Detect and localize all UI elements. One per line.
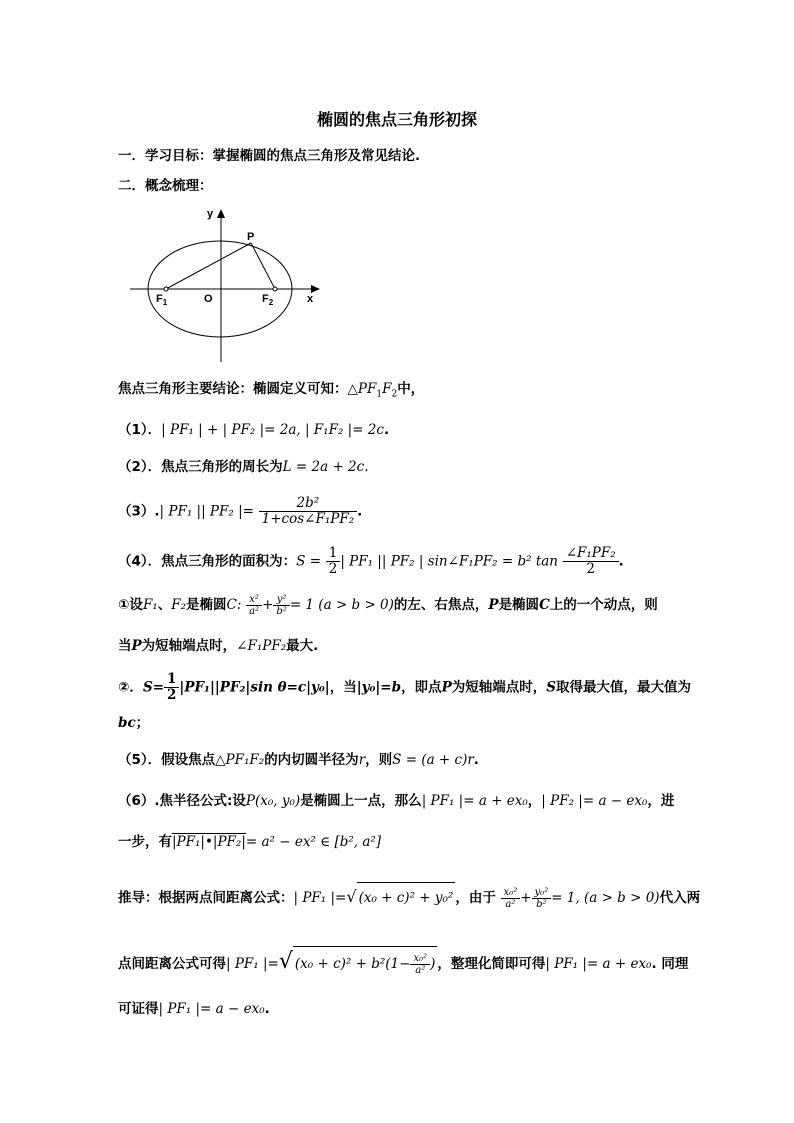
focus-f1-label: $F_1$ [156, 293, 168, 307]
conclusion-5: （5）．假设焦点△PF₁F₂的内切圆半径为r，则S = (a + c)r. [118, 752, 479, 768]
y-axis-arrow [217, 209, 225, 218]
derivation-line3: 可证得| PF₁ |= a − ex₀. [118, 1001, 270, 1017]
remark-2-line1: ②．S= $\frac{1}{2}$ |PF₁||PF₂|sin θ=c|y₀|，当|y₀|=b，即点P为短轴端点时，S取得最大值，最大值为 [118, 671, 691, 703]
conclusion-6-line2: 一步，有|PF₁|•|PF₂|= a² − ex² ∈ [b², a²] [118, 834, 382, 850]
derivation-line2: 点间距离公式可得| PF₁ |=√ (x₀ + c)² + b²(1− $\frac{\text{x₀²}}{\text{a²}}$ ) ，整理化简即可得| PF₁ |= a + ex₀. 同理 [118, 945, 688, 981]
derivation-line1: 推导：根据两点间距离公式：| PF₁ |=√ (x₀ + c)² + y₀² ，由于 $\frac{\text{x₀²}}{\text{a²}}$ + $\frac{\text{y₀²}}{\text{b²}}$ = 1, (a > b > 0)代入两 [118, 882, 700, 913]
remark-1-line1: ①设F₁、F₂是椭圆C: $\frac{\text{x²}}{\text{a²}}$ + $\frac{\text{y²}}{\text{b²}}$ = 1 (a > b > 0)的左、右焦点，P是椭圆C上的一个动点，则 [118, 593, 658, 617]
x-axis-arrow [311, 285, 320, 293]
fraction: $\frac{1}{2}$ [326, 546, 341, 577]
point-p-label: P [247, 231, 255, 243]
conclusion-4: （4）．焦点三角形的面积为：S = $\frac{1}{2}$ | PF₁ || PF₂ | sin∠F₁PF₂ = b² tan $\frac{\text{∠F₁PF₂}}{2}$ . [118, 545, 624, 577]
fraction: $\frac{\text{x₀²}}{\text{a²}}$ [501, 887, 521, 910]
focus-f2-label: $F_2$ [262, 293, 274, 307]
fraction: $\frac{\text{x²}}{\text{a²}}$ [246, 594, 262, 617]
concept-heading: 二．概念梳理： [118, 178, 213, 194]
fraction: $\frac{\text{x₀²}}{\text{a²}}$ [410, 953, 430, 976]
fraction: $\frac{1}{2}$ [164, 672, 179, 703]
fraction: $\frac{\text{y²}}{\text{b²}}$ [273, 594, 289, 617]
conclusion-3: （3）.| PF₁ || PF₂ |= $\frac{\text{2b²}}{\text{1+cos∠F₁PF₂}}$ . [118, 495, 363, 527]
ellipse-figure [125, 200, 325, 370]
x-axis-label: x [307, 293, 314, 305]
conclusion-1: （1）．| PF₁ | + | PF₂ |= 2a, | F₁F₂ |= 2c. [118, 422, 390, 438]
remark-1-line2: 当P为短轴端点时，∠F₁PF₂最大. [118, 638, 319, 654]
fraction: $\frac{\text{2b²}}{\text{1+cos∠F₁PF₂}}$ [259, 496, 357, 527]
sqrt-sign: √ [346, 887, 357, 906]
y-axis-label: y [207, 208, 214, 220]
page-title: 椭圆的焦点三角形初探 [316, 110, 477, 129]
sqrt-sign: √ [278, 949, 293, 974]
fraction: $\frac{\text{∠F₁PF₂}}{2}$ [563, 546, 619, 577]
conclusion-2: （2）．焦点三角形的周长为L = 2a + 2c. [118, 459, 369, 475]
conclusion-6-line1: （6）.焦半径公式:设P(x₀, y₀)是椭圆上一点，那么| PF₁ |= a + ex₀，| PF₂ |= a − ex₀，进 [118, 793, 675, 809]
remark-2-line2: bc； [118, 715, 150, 731]
fraction: $\frac{\text{y₀²}}{\text{b²}}$ [532, 887, 552, 910]
learning-goal: 一．学习目标：掌握椭圆的焦点三角形及常见结论. [118, 148, 421, 164]
focus-f1-dot [164, 287, 168, 291]
main-conclusion-intro: 焦点三角形主要结论：椭圆定义可知：$\triangle PF_1F_2$中， [118, 381, 425, 400]
origin-label: O [204, 293, 213, 305]
focus-f2-dot [273, 287, 277, 291]
